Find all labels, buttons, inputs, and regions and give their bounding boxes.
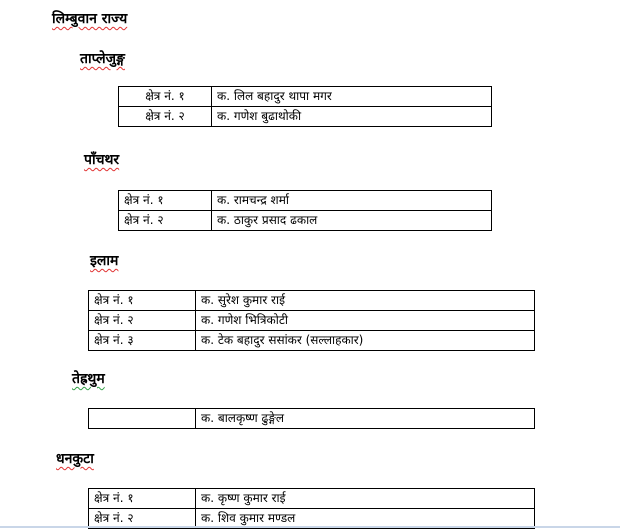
table-row xyxy=(89,489,535,509)
district-heading-panchthar: पाँचथर xyxy=(84,152,120,168)
seat-cell: क्षेत्र नं. १ xyxy=(119,191,212,211)
district-heading-ilam: इलाम xyxy=(90,253,119,269)
seat-cell: क्षेत्र नं. १ xyxy=(89,489,196,509)
constituency-table-taplejung xyxy=(118,86,492,127)
seat-cell: क्षेत्र नं. १ xyxy=(89,291,196,311)
candidate-cell: क. टेक बहादुर ससांकर (सल्लाहकार) xyxy=(196,331,535,351)
table-row xyxy=(89,331,535,351)
table-row xyxy=(119,211,492,231)
table-row xyxy=(89,409,535,429)
seat-cell: क्षेत्र नं. २ xyxy=(119,107,212,127)
candidate-cell: क. बालकृष्ण ढुङ्गेल xyxy=(196,409,535,429)
candidate-cell: क. शिव कुमार मण्डल xyxy=(196,509,535,529)
candidate-cell: क. कृष्ण कुमार राई xyxy=(196,489,535,509)
candidate-cell: क. लिल बहादुर थापा मगर xyxy=(212,87,492,107)
seat-cell: क्षेत्र नं. २ xyxy=(89,311,196,331)
candidate-cell: क. गणेश भित्रिकोटी xyxy=(196,311,535,331)
candidate-cell: क. रामचन्द्र शर्मा xyxy=(212,191,492,211)
page-title: लिम्बुवान राज्य xyxy=(52,11,128,27)
seat-cell xyxy=(89,409,196,429)
district-heading-taplejung: ताप्लेजुङ्ग xyxy=(80,51,125,67)
constituency-table-ilam xyxy=(88,290,535,351)
constituency-table-dhankuta xyxy=(88,488,535,529)
table-row xyxy=(119,107,492,127)
table-row xyxy=(89,291,535,311)
seat-cell: क्षेत्र नं. ३ xyxy=(89,331,196,351)
seat-cell: क्षेत्र नं. २ xyxy=(89,509,196,529)
district-heading-dhankuta: धनकुटा xyxy=(56,451,94,467)
candidate-cell: क. गणेश बुढाथोकी xyxy=(212,107,492,127)
constituency-table-terhathum xyxy=(88,408,535,429)
table-row xyxy=(89,311,535,331)
constituency-table-panchthar xyxy=(118,190,492,231)
candidate-cell: क. सुरेश कुमार राई xyxy=(196,291,535,311)
seat-cell: क्षेत्र नं. १ xyxy=(119,87,212,107)
candidate-cell: क. ठाकुर प्रसाद ढकाल xyxy=(212,211,492,231)
table-row xyxy=(119,87,492,107)
seat-cell: क्षेत्र नं. २ xyxy=(119,211,212,231)
district-heading-terhathum: तेह्रथुम xyxy=(72,371,105,387)
table-row xyxy=(119,191,492,211)
